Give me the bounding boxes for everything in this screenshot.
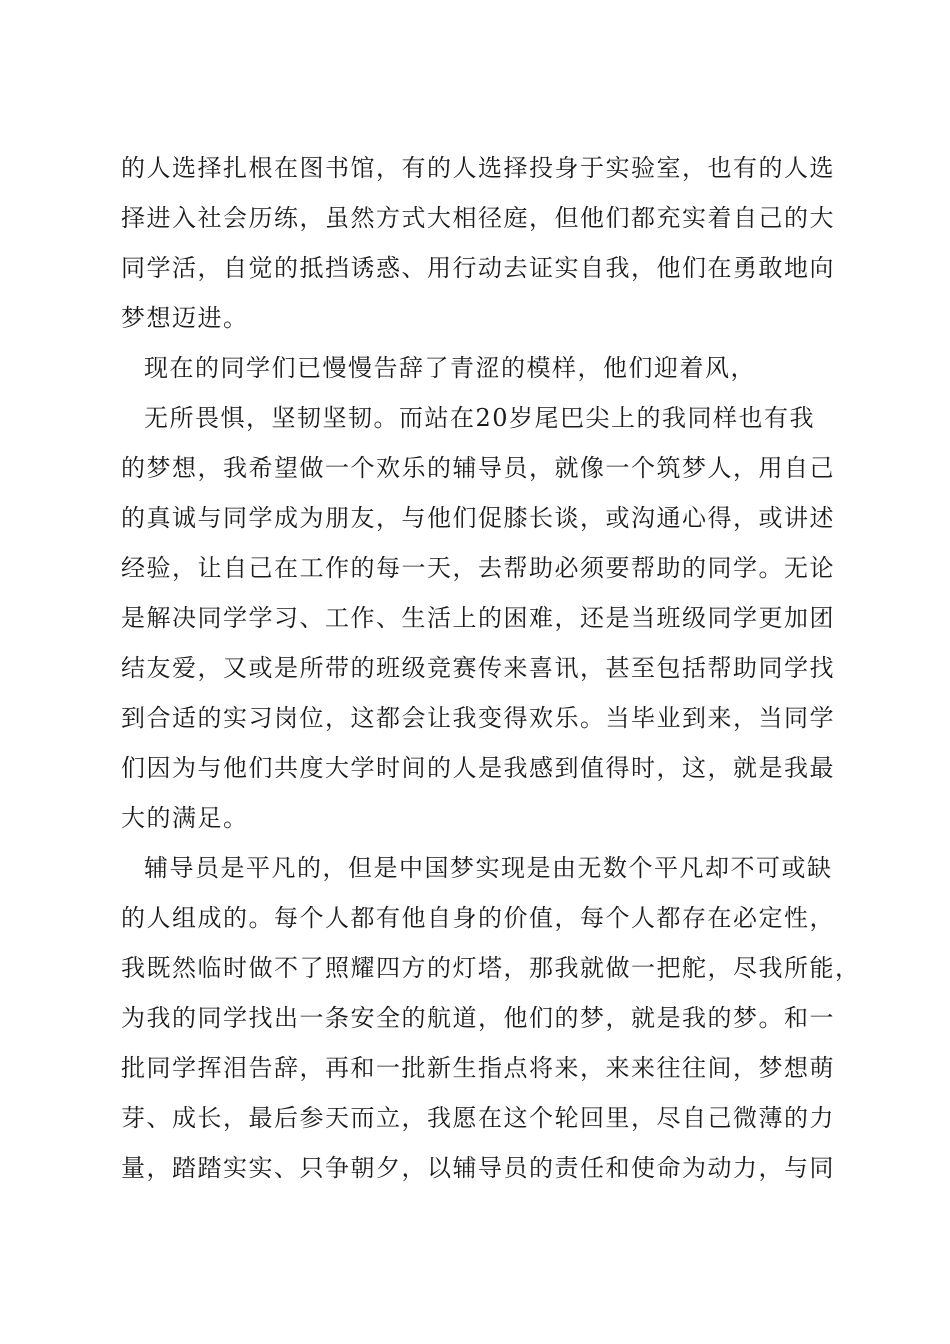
text-line: 经验，让自己在工作的每一天，去帮助必须要帮助的同学。无论 bbox=[121, 554, 835, 582]
paragraph-start-line: 现在的同学们已慢慢告辞了青涩的模样，他们迎着风， bbox=[144, 354, 756, 382]
text-line: 择进入社会历练，虽然方式大相径庭，但他们都充实着自己的大 bbox=[121, 204, 835, 232]
text-line: 们因为与他们共度大学时间的人是我感到值得时，这，就是我最 bbox=[121, 754, 835, 782]
text-line: 芽、成长，最后参天而立，我愿在这个轮回里，尽自己微薄的力 bbox=[121, 1104, 835, 1132]
text-line: 是解决同学学习、工作、生活上的困难，还是当班级同学更加团 bbox=[121, 604, 835, 632]
text-line: 的梦想，我希望做一个欢乐的辅导员，就像一个筑梦人，用自己 bbox=[121, 454, 835, 482]
text-line: 量，踏踏实实、只争朝夕，以辅导员的责任和使命为动力，与同 bbox=[121, 1154, 835, 1182]
text-line: 的人选择扎根在图书馆，有的人选择投身于实验室，也有的人选 bbox=[121, 154, 835, 182]
text-line: 为我的同学找出一条安全的航道，他们的梦，就是我的梦。和一 bbox=[121, 1004, 835, 1032]
text-line: 的真诚与同学成为朋友，与他们促膝长谈，或沟通心得，或讲述 bbox=[121, 504, 835, 532]
text-line: 批同学挥泪告辞，再和一批新生指点将来，来来往往间，梦想萌 bbox=[121, 1054, 835, 1082]
text-line: 大的满足。 bbox=[121, 804, 249, 832]
text-line: 梦想迈进。 bbox=[121, 304, 249, 332]
text-line: 我既然临时做不了照耀四方的灯塔，那我就做一把舵，尽我所能， bbox=[121, 954, 861, 982]
text-line: 结友爱，又或是所带的班级竞赛传来喜讯，甚至包括帮助同学找 bbox=[121, 654, 835, 682]
text-line: 到合适的实习岗位，这都会让我变得欢乐。当毕业到来，当同学 bbox=[121, 704, 835, 732]
document-body bbox=[121, 143, 861, 1193]
text-line: 的人组成的。每个人都有他自身的价值，每个人都存在必定性， bbox=[121, 904, 835, 932]
paragraph-start-line: 无所畏惧，坚韧坚韧。而站在20岁尾巴尖上的我同样也有我 bbox=[144, 404, 816, 432]
paragraph-start-line: 辅导员是平凡的，但是中国梦实现是由无数个平凡却不可或缺 bbox=[144, 854, 833, 882]
text-line: 同学活，自觉的抵挡诱惑、用行动去证实自我，他们在勇敢地向 bbox=[121, 254, 835, 282]
